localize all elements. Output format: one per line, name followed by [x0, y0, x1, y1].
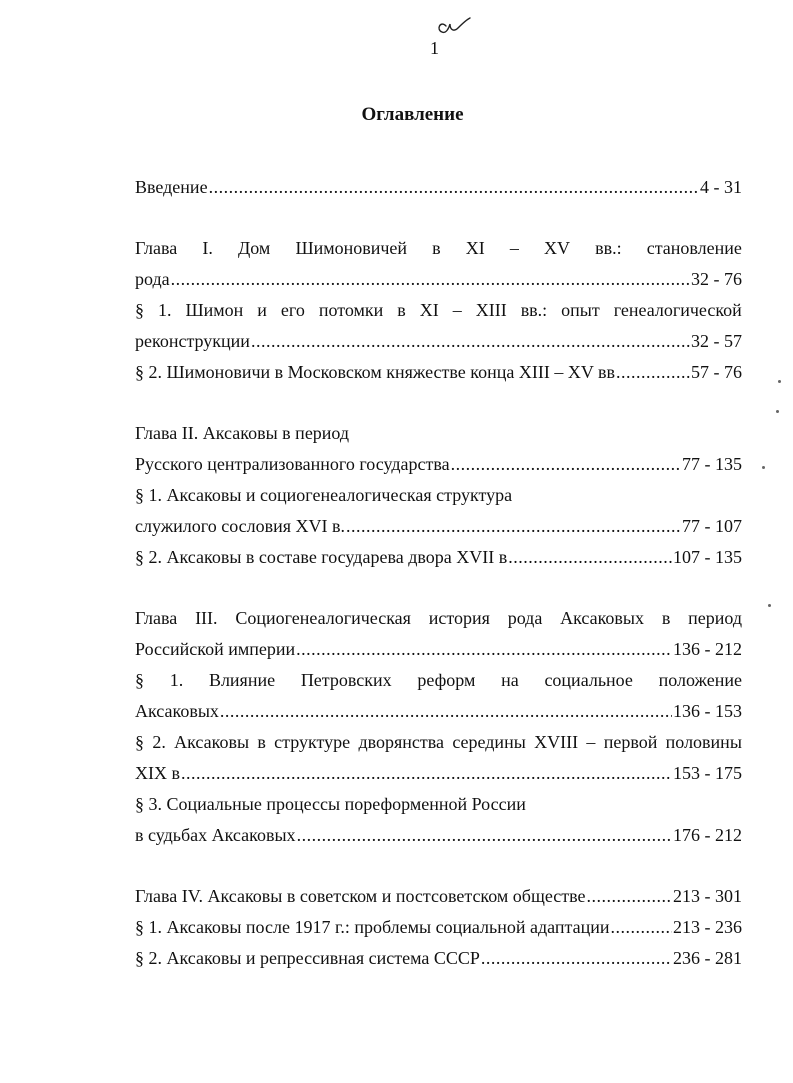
dot-leader	[181, 758, 672, 789]
word: в	[397, 300, 406, 320]
word: XVIII	[534, 732, 579, 752]
toc-chapter-3-title[interactable]	[135, 603, 742, 634]
scan-speck	[768, 604, 771, 607]
toc-entry-text: рода	[135, 269, 170, 289]
word: 2.	[152, 732, 166, 752]
toc-entry-pages: 57 - 76	[691, 362, 742, 382]
toc-entry-pages: 136 - 153	[673, 701, 742, 721]
word: вв.:	[595, 238, 622, 258]
word: Дом	[238, 238, 271, 258]
word: первой	[603, 732, 658, 752]
word: –	[509, 238, 519, 258]
table-of-contents	[135, 172, 742, 974]
toc-chapter-3-section-2[interactable]	[135, 727, 742, 758]
word: –	[452, 300, 462, 320]
page-number: 1	[430, 38, 439, 58]
word: его	[280, 300, 305, 320]
word: XI	[465, 238, 485, 258]
word: I.	[202, 238, 213, 258]
word: Петровских	[300, 670, 392, 690]
toc-entry-text: реконструкции	[135, 331, 250, 351]
word: –	[586, 732, 596, 752]
word: III.	[195, 608, 218, 628]
toc-entry-text: Российской империи	[135, 639, 296, 659]
toc-chapter-2-title[interactable]: Глава II. Аксаковы в период	[135, 423, 350, 443]
toc-chapter-1-title-end[interactable]	[135, 264, 742, 295]
toc-entry-pages: 153 - 175	[673, 763, 742, 783]
toc-chapter-4-section-1[interactable]	[135, 912, 742, 943]
scan-speck	[762, 466, 765, 469]
toc-chapter-2-title-end[interactable]	[135, 449, 742, 480]
toc-entry-text: § 1. Аксаковы после 1917 г.: проблемы социальной адаптации	[135, 917, 610, 937]
toc-entry-text: § 2. Аксаковы в составе государева двора XVII в	[135, 547, 508, 567]
word: потомки	[318, 300, 384, 320]
word: XV	[544, 238, 570, 258]
toc-entry-text: XIX в	[135, 763, 180, 783]
toc-entry-pages: 32 - 57	[691, 331, 742, 351]
toc-chapter-3-section-2-end[interactable]	[135, 758, 742, 789]
toc-chapter-2-section-2[interactable]	[135, 542, 742, 573]
word: Аксаковы	[174, 732, 250, 752]
toc-entry-intro[interactable]	[135, 172, 742, 203]
toc-chapter-2-section-1-end[interactable]	[135, 511, 742, 542]
dot-leader	[209, 172, 699, 203]
word: в	[432, 238, 441, 258]
scan-speck	[778, 380, 781, 383]
toc-chapter-3-section-1-end[interactable]	[135, 696, 742, 727]
page-title: Оглавление	[361, 104, 464, 125]
toc-entry-text: Аксаковых	[135, 701, 219, 721]
word: середины	[452, 732, 526, 752]
dot-leader	[616, 357, 690, 388]
toc-entry-text: служилого сословия XVI в.	[135, 516, 346, 536]
word: Шимон	[185, 300, 244, 320]
word: в	[661, 608, 671, 628]
dot-leader	[587, 881, 672, 912]
word: §	[135, 732, 144, 752]
dot-leader	[220, 696, 672, 727]
toc-entry-pages: 236 - 281	[673, 948, 742, 968]
toc-entry-text: § 2. Шимоновичи в Московском княжестве конца XIII – XV вв	[135, 362, 615, 382]
word: вв.:	[520, 300, 548, 320]
toc-entry-text: § 2. Аксаковы и репрессивная система СССР	[135, 948, 480, 968]
toc-entry-pages: 32 - 76	[691, 269, 742, 289]
toc-entry-text: Введение	[135, 177, 208, 197]
dot-leader	[171, 264, 690, 295]
word: XI	[419, 300, 439, 320]
word: история	[428, 608, 490, 628]
word: дворянства	[358, 732, 445, 752]
word: генеалогической	[613, 300, 742, 320]
toc-entry-text: в судьбах Аксаковых	[135, 825, 296, 845]
toc-chapter-1-title[interactable]	[135, 233, 742, 264]
word: социальное	[544, 670, 633, 690]
word: Влияние	[208, 670, 276, 690]
scan-speck	[776, 410, 779, 413]
word: Аксаковых	[560, 608, 645, 628]
dot-leader	[481, 943, 672, 974]
toc-chapter-3-section-3[interactable]: § 3. Социальные процессы пореформенной России	[135, 794, 526, 814]
toc-chapter-3-section-3-end[interactable]	[135, 820, 742, 851]
word: структуре	[274, 732, 351, 752]
toc-entry-pages: 4 - 31	[700, 177, 742, 197]
word: Глава	[135, 608, 178, 628]
word: реформ	[417, 670, 476, 690]
word: рода	[507, 608, 543, 628]
word: 1.	[169, 670, 184, 690]
toc-chapter-4-section-2[interactable]	[135, 943, 742, 974]
toc-chapter-3-title-end[interactable]	[135, 634, 742, 665]
toc-chapter-4-title[interactable]	[135, 881, 742, 912]
word: в	[257, 732, 266, 752]
word: XIII	[475, 300, 507, 320]
toc-chapter-2-section-1[interactable]: § 1. Аксаковы и социогенеалогическая структура	[135, 485, 513, 505]
dot-leader	[508, 542, 672, 573]
dot-leader	[296, 634, 672, 665]
toc-entry-pages: 77 - 135	[682, 454, 742, 474]
word: Шимоновичей	[295, 238, 408, 258]
word: становление	[646, 238, 742, 258]
toc-entry-text: Русского централизованного государства	[135, 454, 450, 474]
word: и	[257, 300, 267, 320]
toc-chapter-1-section-1[interactable]	[135, 295, 742, 326]
toc-entry-pages: 213 - 301	[673, 886, 742, 906]
toc-entry-text: Глава IV. Аксаковы в советском и постсоветском обществе	[135, 886, 586, 906]
dot-leader	[451, 449, 681, 480]
dot-leader	[297, 820, 672, 851]
toc-entry-pages: 77 - 107	[682, 516, 742, 536]
dot-leader	[610, 912, 672, 943]
toc-entry-pages: 176 - 212	[673, 825, 742, 845]
toc-chapter-1-section-1-end[interactable]	[135, 326, 742, 357]
word: период	[688, 608, 742, 628]
word: 1.	[157, 300, 172, 320]
word: опыт	[561, 300, 600, 320]
dot-leader	[251, 326, 690, 357]
toc-chapter-3-section-1[interactable]	[135, 665, 742, 696]
word: половины	[665, 732, 742, 752]
toc-entry-pages: 107 - 135	[673, 547, 742, 567]
dot-leader	[346, 511, 681, 542]
word: положение	[658, 670, 742, 690]
toc-entry-pages: 136 - 212	[673, 639, 742, 659]
word: §	[135, 670, 144, 690]
word: Глава	[135, 238, 178, 258]
handwritten-mark	[432, 10, 472, 40]
toc-entry-pages: 213 - 236	[673, 917, 742, 937]
word: на	[501, 670, 519, 690]
word: Социогенеалогическая	[235, 608, 411, 628]
word: §	[135, 300, 144, 320]
toc-chapter-1-section-2[interactable]	[135, 357, 742, 388]
